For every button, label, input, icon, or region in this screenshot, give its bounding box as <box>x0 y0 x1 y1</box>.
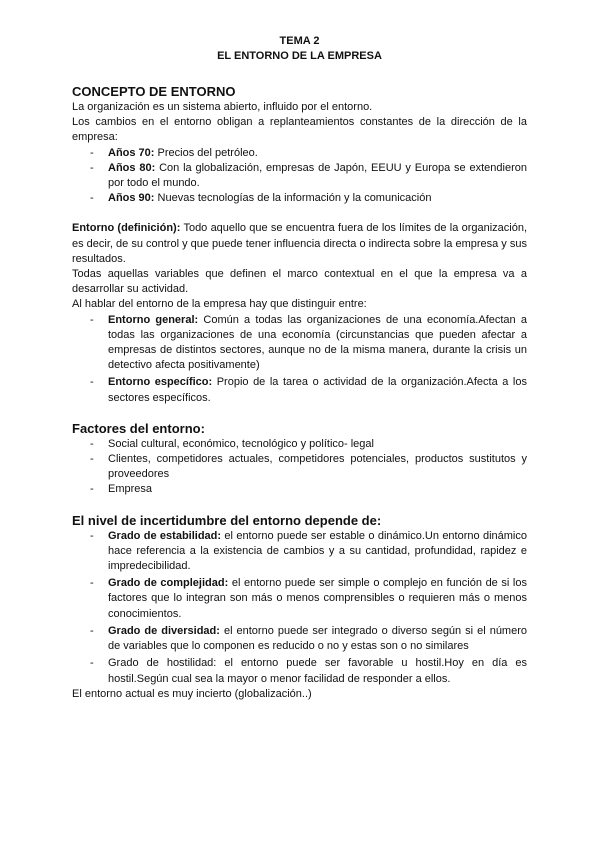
list-item <box>72 624 527 654</box>
paragraph: La organización es un sistema abierto, influido por el entorno. <box>72 101 373 113</box>
bullet-dash: - <box>90 657 94 670</box>
section-heading-factores: Factores del entorno: <box>72 420 205 436</box>
list-item <box>72 452 527 482</box>
title-block <box>72 34 527 64</box>
item-text: Precios del petróleo. <box>154 146 258 159</box>
item-label: Grado de diversidad: <box>108 624 220 637</box>
paragraph: Los cambios en el entorno obligan a replanteamientos constantes de la dirección de la empresa: <box>72 116 527 144</box>
definition-label: Entorno (definición): <box>72 222 181 235</box>
bullet-dash: - <box>90 376 94 389</box>
item-label: Grado de estabilidad: <box>108 529 222 542</box>
bullet-dash: - <box>90 577 94 590</box>
entorno-types-list <box>72 313 527 406</box>
decades-list <box>72 146 527 207</box>
bullet-dash: - <box>90 161 94 174</box>
paragraph: Al hablar del entorno de la empresa hay que distinguir entre: <box>72 298 367 311</box>
definition-paragraph <box>72 221 527 267</box>
item-label: Entorno específico: <box>108 376 213 389</box>
definition-text: Todo aquello que se encuentra fuera de los límites de la organización, es decir, de su control y que puede tener influencia directa o indirecta sobre la empresa y sus resultados. <box>72 222 528 265</box>
item-text: Empresa <box>108 483 153 496</box>
bullet-dash: - <box>90 192 94 205</box>
bullet-dash: - <box>90 453 94 466</box>
incertidumbre-list <box>72 529 527 687</box>
list-item <box>72 576 527 622</box>
closing-paragraph: El entorno actual es muy incierto (globalización..) <box>72 687 312 700</box>
document-page <box>72 34 527 702</box>
bullet-dash: - <box>90 529 94 542</box>
item-label: Años 90: <box>108 192 155 205</box>
list-item <box>72 656 527 686</box>
bullet-dash: - <box>90 624 94 637</box>
bullet-dash: - <box>90 483 94 496</box>
bullet-dash: - <box>90 146 94 159</box>
item-text: Nuevas tecnologías de la información y la comunicación <box>154 192 432 205</box>
item-text: Propio de la tarea o actividad de la organización.Afecta a los sectores específicos. <box>108 376 527 404</box>
section-heading-incertidumbre: El nivel de incertidumbre del entorno depende de: <box>72 512 382 528</box>
bullet-dash: - <box>90 313 94 326</box>
list-item <box>72 529 527 575</box>
list-item <box>72 161 527 191</box>
list-item <box>72 437 527 452</box>
document-title: EL ENTORNO DE LA EMPRESA <box>217 50 382 62</box>
list-item <box>72 375 527 405</box>
item-text: el entorno puede ser simple o complejo en función de si los factores que lo integran son más o menos comprensibles o requieren más o menos conocimientos. <box>108 577 527 620</box>
list-item <box>72 146 527 161</box>
item-text: Con la globalización, empresas de Japón, EEUU y Europa se extendieron por todo el mundo. <box>108 161 527 190</box>
item-text: Social cultural, económico, tecnológico y político- legal <box>108 437 374 450</box>
list-item <box>72 482 527 497</box>
item-text: Clientes, competidores actuales, competidores potenciales, productos sustitutos y proveedores <box>108 453 527 481</box>
item-label: Entorno general: <box>108 313 199 326</box>
topic-number: TEMA 2 <box>279 35 320 47</box>
item-label: Años 80: <box>108 161 156 174</box>
item-label: Grado de complejidad: <box>108 577 229 590</box>
list-item <box>72 191 527 206</box>
item-text: el entorno puede ser integrado o diverso según si el número de variables que lo componen es reducido o no y estas son o no similares <box>108 624 527 653</box>
item-label: Años 70: <box>108 146 155 159</box>
paragraph: Todas aquellas variables que definen el marco contextual en el que la empresa va a desarrollar su actividad. <box>72 268 527 296</box>
section-heading-concepto: CONCEPTO DE ENTORNO <box>72 84 236 99</box>
item-text: Grado de hostilidad: el entorno puede ser favorable u hostil.Hoy en día es hostil.Según cual sea la mayor o menor facilidad de responder a ellos. <box>108 657 527 685</box>
list-item <box>72 313 527 374</box>
item-text: Común a todas las organizaciones de una economía.Afectan a todas las organizaciones de una economía (circunstancias que pueden afectar a empresas de distintos sectores, aunque no de la misma manera, durante la crisis un detectivo afecta positivamente) <box>108 313 527 372</box>
item-text: el entorno puede ser estable o dinámico.Un entorno dinámico hace referencia a la existencia de cambios y a su cantidad, profundidad, rapidez e impredecibilidad. <box>108 529 527 573</box>
bullet-dash: - <box>90 437 94 450</box>
factores-list <box>72 437 527 498</box>
